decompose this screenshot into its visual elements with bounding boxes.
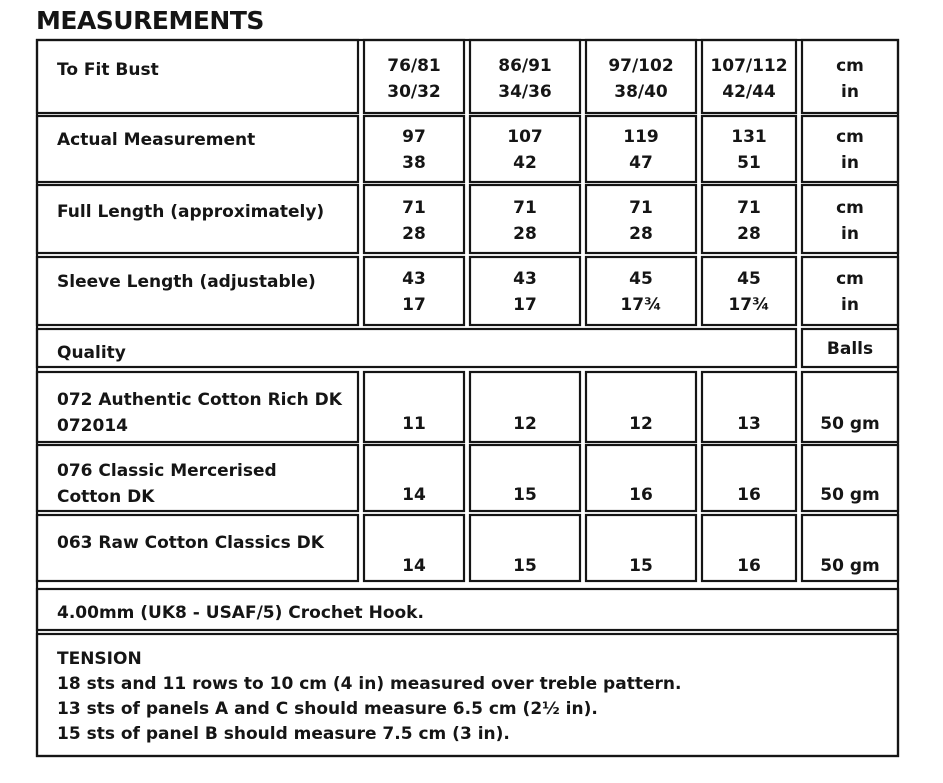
yarn-code: Cotton DK: [57, 487, 155, 507]
unit-in: in: [841, 295, 859, 315]
size-in: 42/44: [722, 82, 776, 102]
row-label: Sleeve Length (adjustable): [57, 272, 316, 292]
value-cm: 43: [402, 269, 426, 289]
measure-unit: [810, 266, 890, 318]
value-cm: 131: [731, 127, 767, 147]
yarn-line: 072 Authentic Cotton Rich DK: [57, 390, 342, 410]
size-in: 30/32: [387, 82, 441, 102]
balls-count: 16: [629, 485, 653, 505]
balls-count: 16: [737, 556, 761, 576]
measure-cell: [591, 195, 691, 247]
value-in: 51: [737, 153, 761, 173]
yarn-name: [57, 458, 277, 510]
unit-cm: cm: [836, 127, 864, 147]
measure-cell: [699, 266, 799, 318]
balls-label: Balls: [826, 339, 874, 359]
quality-label: Quality: [57, 343, 126, 363]
crochet-hook: 4.00mm (UK8 - USAF/5) Crochet Hook.: [57, 603, 424, 623]
value-cm: 71: [402, 198, 426, 218]
size-column-1: [364, 53, 464, 105]
value-cm: 71: [737, 198, 761, 218]
value-cm: 45: [737, 269, 761, 289]
value-in: 28: [737, 224, 761, 244]
ball-weight: 50 gm: [820, 556, 880, 576]
balls-count: 15: [629, 556, 653, 576]
value-in: 17: [402, 295, 426, 315]
unit-cm: cm: [836, 56, 864, 76]
yarn-line: 076 Classic Mercerised: [57, 461, 277, 481]
unit-in: in: [841, 224, 859, 244]
value-in: 17¾: [728, 295, 770, 315]
cell: [37, 329, 796, 367]
measure-cell: [699, 195, 799, 247]
value-in: 28: [513, 224, 537, 244]
value-in: 38: [402, 153, 426, 173]
row-label: Full Length (approximately): [57, 202, 325, 222]
measure-unit: [810, 124, 890, 176]
value-cm: 119: [623, 127, 659, 147]
measure-cell: [475, 266, 575, 318]
measure-cell: [364, 195, 464, 247]
ball-weight: 50 gm: [820, 485, 880, 505]
value-in: 28: [629, 224, 653, 244]
tension-line: 13 sts of panels A and C should measure 6.5 cm (2½ in).: [57, 699, 598, 719]
tension-title: TENSION: [57, 649, 142, 669]
header-label: To Fit Bust: [57, 60, 159, 80]
size-cm: 76/81: [387, 56, 441, 76]
balls-count: 15: [513, 485, 537, 505]
measure-cell: [475, 195, 575, 247]
value-in: 47: [629, 153, 653, 173]
unit-in: in: [841, 153, 859, 173]
size-in: 34/36: [498, 82, 552, 102]
balls-count: 12: [513, 414, 537, 434]
row-label: Actual Measurement: [57, 130, 256, 150]
unit-in: in: [841, 82, 859, 102]
measure-unit: [810, 195, 890, 247]
value-cm: 43: [513, 269, 537, 289]
balls-count: 13: [737, 414, 761, 434]
yarn-code: 072014: [57, 416, 128, 436]
balls-count: 14: [402, 556, 426, 576]
size-in: 38/40: [614, 82, 668, 102]
page-title: MEASUREMENTS: [36, 6, 264, 35]
unit-cm: cm: [836, 269, 864, 289]
value-in: 17¾: [620, 295, 662, 315]
measure-cell: [591, 266, 691, 318]
measure-cell: [475, 124, 575, 176]
balls-count: 14: [402, 485, 426, 505]
yarn-line: 063 Raw Cotton Classics DK: [57, 533, 324, 553]
tension-block: [57, 647, 681, 747]
value-cm: 45: [629, 269, 653, 289]
size-cm: 86/91: [498, 56, 552, 76]
value-cm: 107: [507, 127, 543, 147]
balls-count: 16: [737, 485, 761, 505]
measure-cell: [364, 124, 464, 176]
value-cm: 71: [629, 198, 653, 218]
size-cm: 107/112: [710, 56, 788, 76]
value-in: 42: [513, 153, 537, 173]
size-cm: 97/102: [608, 56, 674, 76]
measure-cell: [591, 124, 691, 176]
value-in: 28: [402, 224, 426, 244]
value-cm: 97: [402, 127, 426, 147]
balls-count: 11: [402, 414, 426, 434]
size-column-2: [475, 53, 575, 105]
measure-cell: [699, 124, 799, 176]
size-column-3: [591, 53, 691, 105]
balls-count: 12: [629, 414, 653, 434]
size-column-4: [699, 53, 799, 105]
value-in: 17: [513, 295, 537, 315]
ball-weight: 50 gm: [820, 414, 880, 434]
yarn-name: [57, 387, 342, 439]
balls-count: 15: [513, 556, 537, 576]
yarn-name: [57, 530, 324, 556]
measure-cell: [364, 266, 464, 318]
unit-column: [810, 53, 890, 105]
tension-line: 15 sts of panel B should measure 7.5 cm (3 in).: [57, 724, 510, 744]
unit-cm: cm: [836, 198, 864, 218]
tension-line: 18 sts and 11 rows to 10 cm (4 in) measured over treble pattern.: [57, 674, 682, 694]
value-cm: 71: [513, 198, 537, 218]
